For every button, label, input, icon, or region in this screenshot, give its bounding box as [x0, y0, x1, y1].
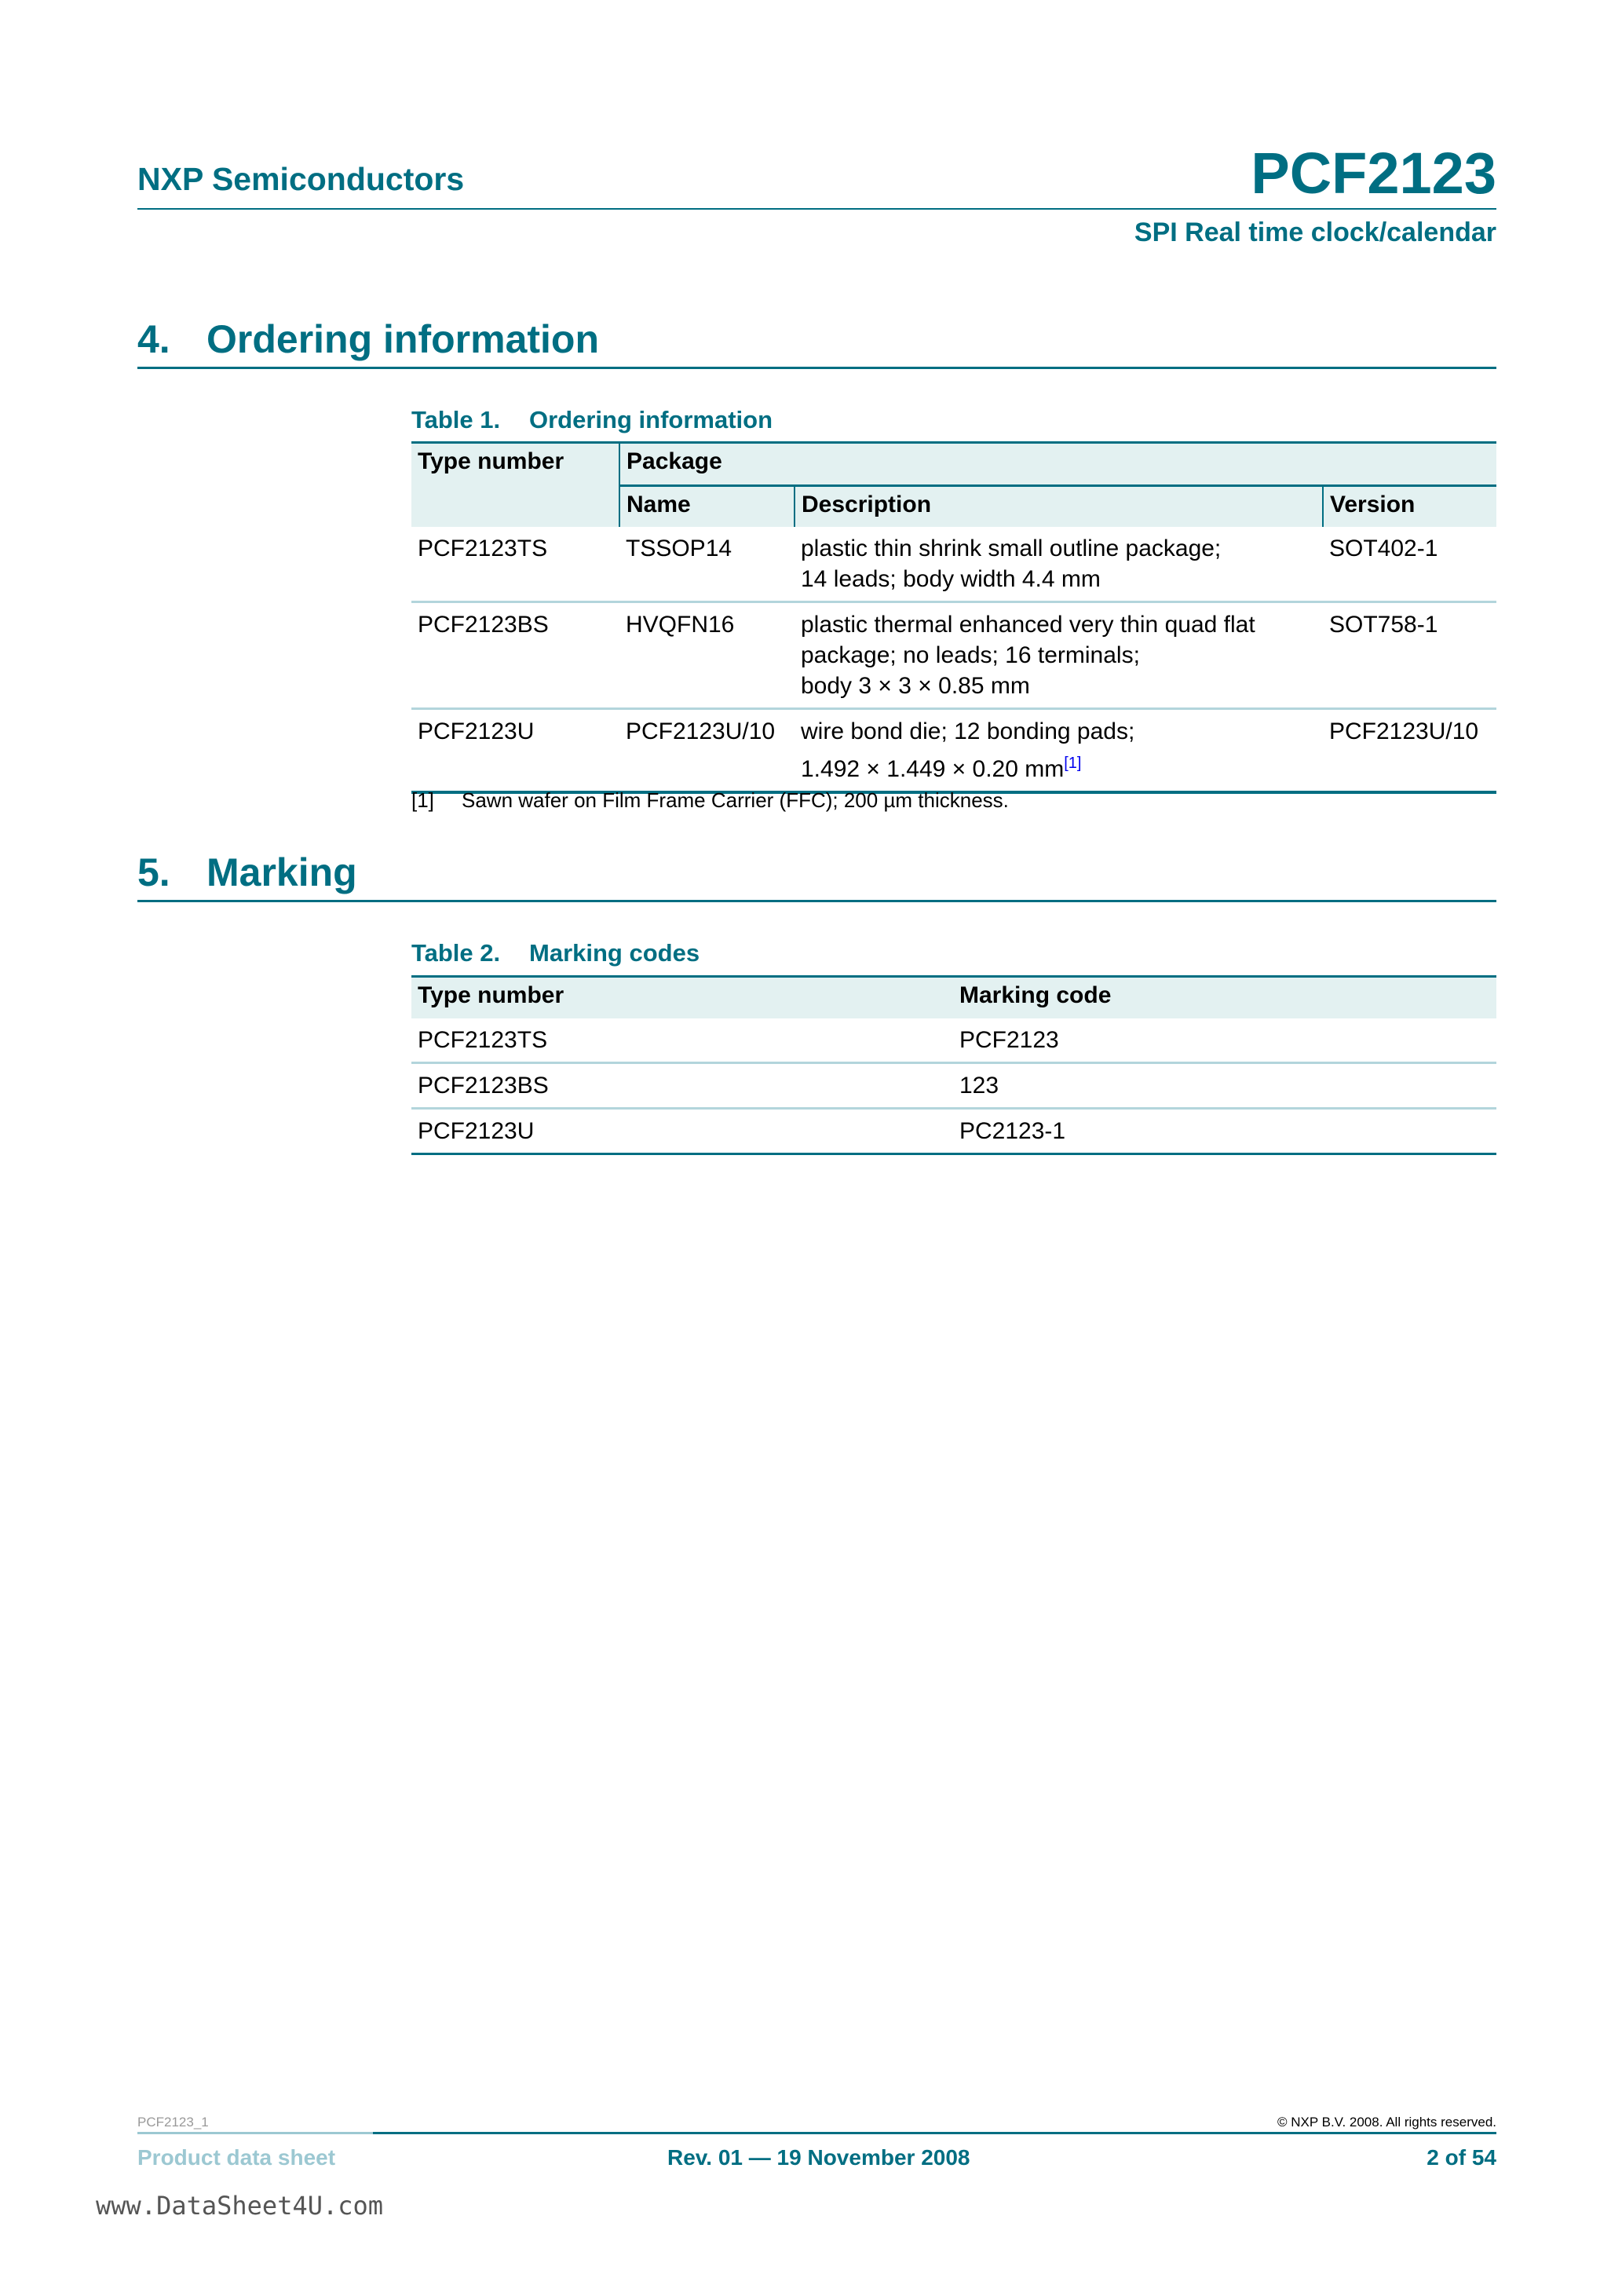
- section-number: 4.: [137, 317, 170, 361]
- header-name: Name: [619, 485, 795, 527]
- footnote-text: Sawn wafer on Film Frame Carrier (FFC); 200 µm thickness.: [462, 788, 1009, 812]
- desc-line: wire bond die; 12 bonding pads;: [801, 718, 1135, 744]
- header-package: Package: [619, 443, 1496, 486]
- ordering-table: [411, 441, 1496, 794]
- type-cell: PCF2123U: [411, 709, 619, 793]
- table-title: Marking codes: [529, 939, 700, 967]
- copyright: © NXP B.V. 2008. All rights reserved.: [1277, 2115, 1496, 2130]
- section-title: Marking: [206, 850, 357, 894]
- header-marking-code: Marking code: [953, 977, 1496, 1019]
- desc-line: package; no leads; 16 terminals;: [801, 642, 1140, 668]
- table-row: [411, 709, 1496, 793]
- header-description: Description: [795, 485, 1323, 527]
- doc-id: PCF2123_1: [137, 2115, 209, 2130]
- description-cell: [795, 709, 1323, 793]
- table-label: Table 1.: [411, 406, 501, 433]
- name-cell: HVQFN16: [619, 602, 795, 709]
- table-row: [411, 527, 1496, 602]
- version-cell: SOT758-1: [1323, 602, 1496, 709]
- section-5-heading: [137, 850, 357, 895]
- section-5-rule: [137, 900, 1496, 902]
- table-label: Table 2.: [411, 939, 501, 967]
- type-cell: PCF2123TS: [418, 536, 548, 561]
- table-1-footnote: [411, 788, 1009, 813]
- header-rule: [137, 208, 1496, 210]
- table-row: [411, 602, 1496, 709]
- version-cell: SOT402-1: [1329, 536, 1438, 561]
- table-2-caption: [411, 939, 700, 967]
- code-cell: PCF2123: [959, 1027, 1059, 1053]
- product-title: PCF2123: [1251, 141, 1496, 206]
- table-row: [411, 1109, 1496, 1154]
- code-cell: 123: [953, 1063, 1496, 1109]
- type-cell: PCF2123BS: [411, 602, 619, 709]
- header-type-number: Type number: [411, 443, 619, 528]
- desc-line: body 3 × 3 × 0.85 mm: [801, 673, 1030, 699]
- type-cell: PCF2123BS: [411, 1063, 953, 1109]
- version-cell: PCF2123U/10: [1323, 709, 1496, 793]
- company-name: NXP Semiconductors: [137, 161, 465, 197]
- type-cell: PCF2123U: [411, 1109, 953, 1154]
- footnote-ref: [1]: [411, 788, 434, 812]
- description-cell: [795, 602, 1323, 709]
- table-row: [411, 1063, 1496, 1109]
- name-cell: PCF2123U/10: [619, 709, 795, 793]
- header-version: Version: [1323, 485, 1496, 527]
- section-4-rule: [137, 367, 1496, 369]
- desc-line: 14 leads; body width 4.4 mm: [801, 566, 1101, 592]
- description-cell: [795, 527, 1323, 602]
- code-cell: PC2123-1: [953, 1109, 1496, 1154]
- section-number: 5.: [137, 850, 170, 894]
- table-title: Ordering information: [529, 406, 773, 433]
- page-number: 2 of 54: [1427, 2145, 1496, 2170]
- footnote-link[interactable]: [1]: [1064, 755, 1082, 772]
- footer-rule-light: [137, 2132, 373, 2134]
- desc-line: 1.492 × 1.449 × 0.20 mm: [801, 756, 1065, 782]
- desc-line: plastic thermal enhanced very thin quad flat: [801, 612, 1255, 638]
- section-title: Ordering information: [206, 317, 599, 361]
- doc-type: Product data sheet: [137, 2145, 336, 2170]
- product-subtitle: SPI Real time clock/calendar: [1134, 218, 1496, 247]
- footer-rule: [373, 2132, 1496, 2134]
- section-4-heading: [137, 316, 599, 362]
- marking-table: [411, 975, 1496, 1155]
- revision: Rev. 01 — 19 November 2008: [667, 2145, 970, 2170]
- header-type-number: Type number: [411, 977, 953, 1019]
- name-cell: TSSOP14: [626, 536, 732, 561]
- desc-line: plastic thin shrink small outline package;: [801, 536, 1222, 561]
- table-row: [411, 1018, 1496, 1063]
- type-cell: PCF2123TS: [418, 1027, 548, 1053]
- table-1-caption: [411, 406, 773, 434]
- watermark: www.DataSheet4U.com: [96, 2191, 384, 2221]
